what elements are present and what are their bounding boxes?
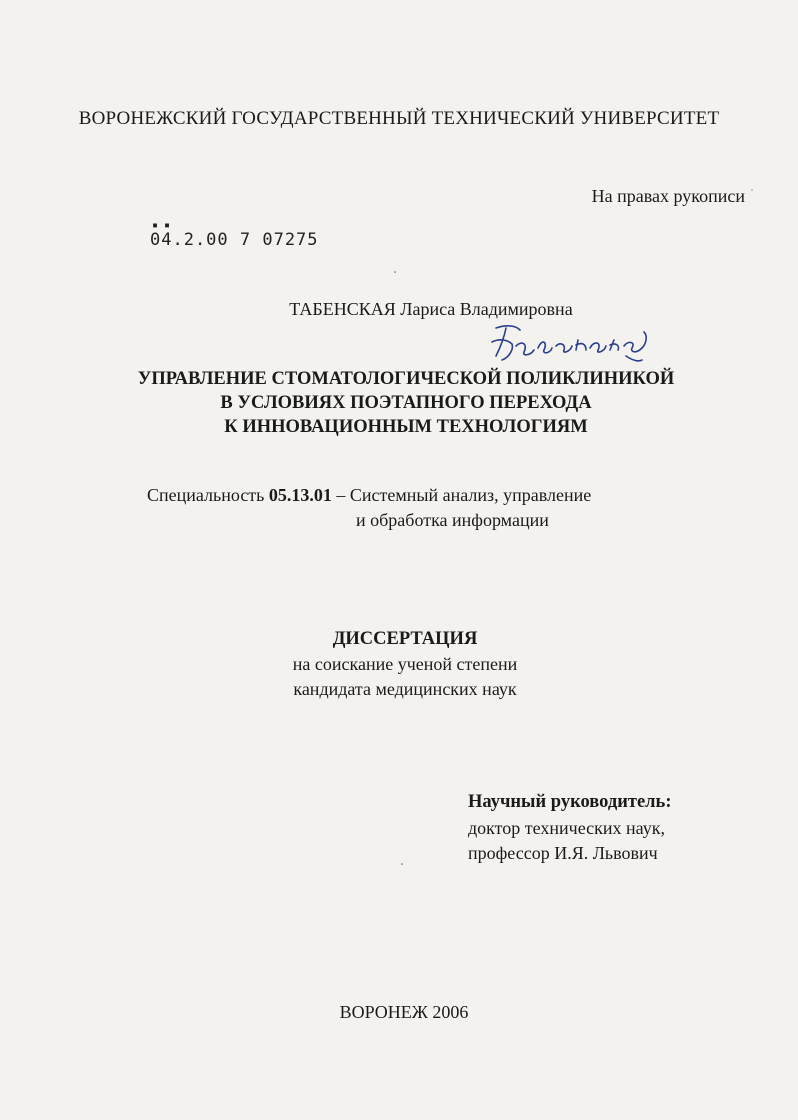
registration-stamp [150, 220, 319, 250]
title-line: В УСЛОВИЯХ ПОЭТАПНОГО ПЕРЕХОДА [220, 393, 592, 413]
supervisor-heading: Научный руководитель: [468, 792, 672, 812]
handwritten-signature [486, 320, 656, 368]
speck [394, 271, 396, 273]
title-line: К ИННОВАЦИОННЫМ ТЕХНОЛОГИЯМ [224, 417, 588, 437]
signature-stroke [516, 343, 534, 355]
stamp-number: 04.2.00 7 07275 [150, 230, 319, 250]
signature-stroke [590, 343, 606, 352]
signature-stroke [576, 340, 586, 350]
manuscript-rights-note: На правах рукописи [591, 186, 745, 206]
speck [401, 863, 403, 865]
degree-line: на соискание ученой степени [292, 654, 518, 674]
supervisor-degree: доктор технических наук, [468, 818, 665, 838]
stamp-marks: ▪ ▪ [152, 220, 171, 231]
signature-stroke [610, 340, 619, 350]
signature-stroke [496, 326, 520, 330]
university-name: ВОРОНЕЖСКИЙ ГОСУДАРСТВЕННЫЙ ТЕХНИЧЕСКИЙ УНИВЕРСИТЕТ [78, 108, 720, 129]
signature-stroke [496, 328, 506, 356]
speck [751, 189, 752, 190]
specialty-prefix: Специальность [147, 485, 265, 505]
specialty-line-continued: и обработка информации [356, 510, 549, 530]
city-and-year: ВОРОНЕЖ 2006 [339, 1002, 469, 1022]
author-name: ТАБЕНСКАЯ Лариса Владимировна [289, 299, 573, 319]
signature-stroke [626, 356, 642, 361]
specialty-description: – Системный анализ, управление [331, 485, 592, 505]
degree-line: кандидата медицинских наук [293, 679, 517, 699]
specialty-code: 05.13.01 [268, 485, 332, 505]
specialty-line [147, 485, 591, 506]
signature-stroke [556, 344, 572, 352]
document-type-heading: ДИССЕРТАЦИЯ [332, 629, 478, 649]
dissertation-title [0, 367, 798, 439]
signature-stroke [538, 342, 552, 353]
title-line: УПРАВЛЕНИЕ СТОМАТОЛОГИЧЕСКОЙ ПОЛИКЛИНИКОЙ [137, 369, 675, 389]
signature-stroke [624, 332, 646, 352]
supervisor-name: профессор И.Я. Львович [468, 843, 658, 863]
